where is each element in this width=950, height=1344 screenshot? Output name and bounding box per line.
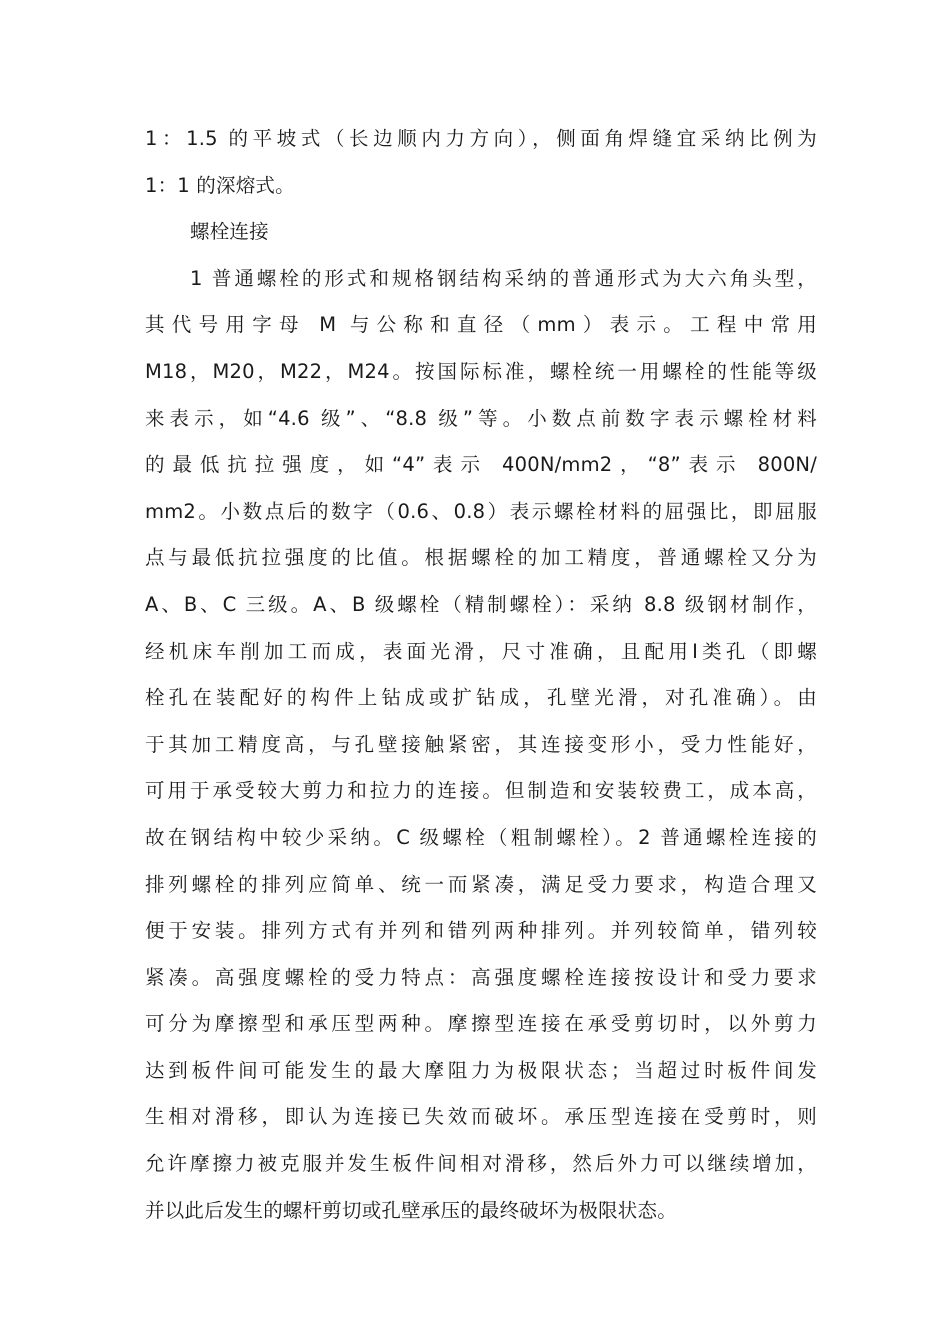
text-line: 于其加工精度高，与孔壁接触紧密，其连接变形小，受力性能好， [145,732,817,756]
text-line: 生相对滑移，即认为连接已失效而破坏。承压型连接在受剪时，则 [145,1105,817,1129]
section-heading: 螺栓连接 [190,220,269,244]
text-line: mm2。小数点后的数字（0.6、0.8）表示螺栓材料的屈强比，即屈服 [145,499,817,523]
text-line: A、B、C 三级。A、B 级螺栓（精制螺栓）：采纳 8.8 级钢材制作， [145,592,817,616]
text-line: 便于安装。排列方式有并列和错列两种排列。并列较简单，错列较 [145,919,817,943]
text-line: 允许摩擦力被克服并发生板件间相对滑移，然后外力可以继续增加， [145,1152,817,1176]
text-line: 栓孔在装配好的构件上钻成或扩钻成，孔壁光滑，对孔准确）。由 [145,686,817,710]
text-line: 排列螺栓的排列应简单、统一而紧凑，满足受力要求，构造合理又 [145,872,817,896]
text-line: 其代号用字母 M 与公称和直径（mm）表示。工程中常用 [145,313,817,337]
text-line: 并以此后发生的螺杆剪切或孔壁承压的最终破坏为极限状态。 [145,1198,677,1222]
text-line: 经机床车削加工而成，表面光滑，尺寸准确，且配用Ⅰ类孔（即螺 [145,639,817,663]
text-line: 达到板件间可能发生的最大摩阻力为极限状态；当超过时板件间发 [145,1058,817,1082]
text-line: 可分为摩擦型和承压型两种。摩擦型连接在承受剪切时，以外剪力 [145,1012,817,1036]
text-line: 1 普通螺栓的形式和规格钢结构采纳的普通形式为大六角头型， [190,266,817,290]
body-text [145,116,817,1234]
text-line: 1：1.5 的平坡式（长边顺内力方向），侧面角焊缝宜采纳比例为 [145,127,817,150]
text-line: 来表示，如“4.6 级”、“8.8 级”等。小数点前数字表示螺栓材料 [145,406,817,430]
text-line: 故在钢结构中较少采纳。C 级螺栓（粗制螺栓）。2 普通螺栓连接的 [145,825,817,849]
text-line: 紧凑。高强度螺栓的受力特点：高强度螺栓连接按设计和受力要求 [145,965,817,989]
text-line: 点与最低抗拉强度的比值。根据螺栓的加工精度，普通螺栓又分为 [145,546,817,570]
text-line: M18，M20，M22，M24。按国际标准，螺栓统一用螺栓的性能等级 [145,359,817,383]
text-line: 的最低抗拉强度，如“4”表示 400N/mm2，“8”表示 800N/ [145,453,817,477]
text-line: 1：1 的深熔式。 [145,173,295,197]
text-line: 可用于承受较大剪力和拉力的连接。但制造和安装较费工，成本高， [145,779,817,803]
